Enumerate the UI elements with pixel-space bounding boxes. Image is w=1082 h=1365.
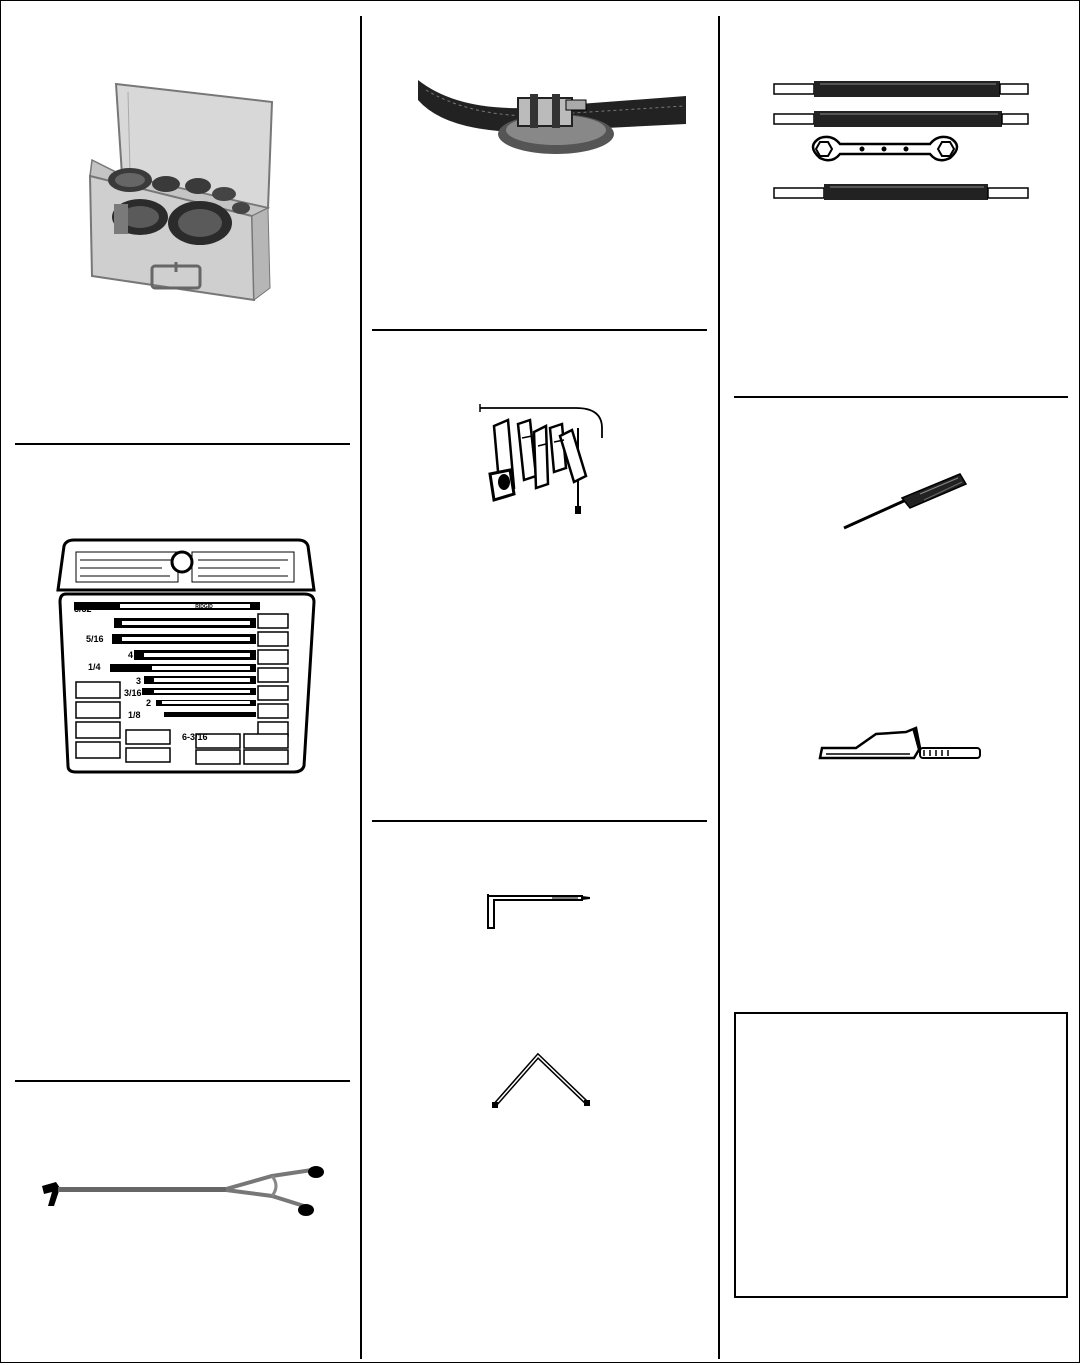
drill-index-case-illustration xyxy=(52,538,320,776)
v-key-illustration xyxy=(488,1052,594,1108)
size-marking: 2 xyxy=(146,698,152,708)
size-marking: 5 xyxy=(114,620,120,630)
row-divider-col2-b xyxy=(372,820,707,822)
row-divider-col1-b xyxy=(15,1080,350,1082)
case-brand-text: RIDGID xyxy=(195,604,213,610)
hole-saw-case-illustration xyxy=(82,80,277,302)
offset-tool-illustration xyxy=(816,722,984,764)
screwdriver-illustration xyxy=(840,470,970,532)
size-marking: 3/32 xyxy=(74,604,92,614)
row-divider-col1-a xyxy=(15,443,350,445)
size-marking: 5/16 xyxy=(86,634,104,644)
size-marking: 4 xyxy=(128,650,134,660)
row-divider-col2-a xyxy=(372,329,707,331)
size-marking: 3/16 xyxy=(124,688,142,698)
reacher-grabber-illustration xyxy=(40,1166,330,1222)
l-key-illustration xyxy=(482,892,594,932)
column-divider-left xyxy=(360,16,362,1359)
column-divider-right xyxy=(718,16,720,1359)
boxed-panel xyxy=(734,1012,1068,1298)
size-marking: 3 xyxy=(136,676,142,686)
size-marking: 6-3/16 xyxy=(182,732,208,742)
size-marking: 1/8 xyxy=(128,710,141,720)
double-end-wrench-illustration xyxy=(770,76,1034,206)
hose-saddle-illustration xyxy=(416,70,692,156)
row-divider-col3-a xyxy=(734,396,1068,398)
socket-wrench-set-illustration xyxy=(478,398,606,516)
size-marking: 1/4 xyxy=(88,662,101,672)
